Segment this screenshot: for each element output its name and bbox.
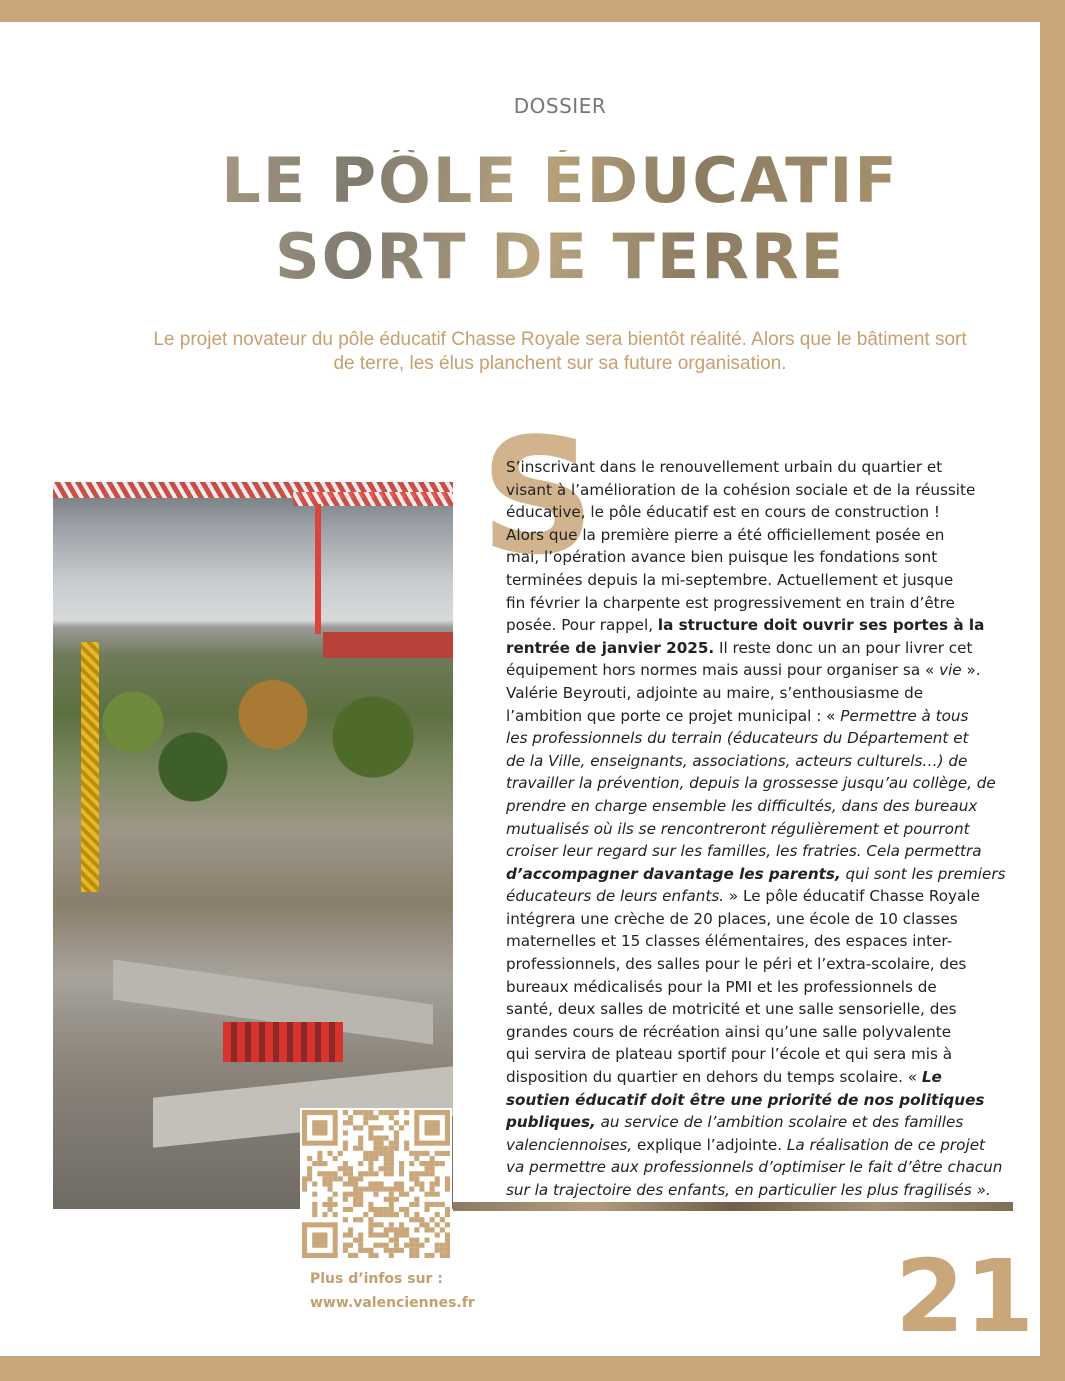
body-line [506,637,996,660]
body-text-run: » Le pôle éducatif Chasse Royale [724,887,980,906]
body-bold-italic-run: soutien éducatif doit être une priorité de nos politiques [506,1090,985,1109]
more-info-link[interactable]: www.valenciennes.fr [310,1295,475,1311]
page [0,22,1040,1356]
body-line: professionnels, des salles pour le péri et l’extra-scolaire, des [506,955,967,974]
body-line [506,614,996,637]
body-bold-run: la structure doit ouvrir ses portes à la [657,616,985,635]
body-line: Alors que la première pierre a été officiellement posée en [506,525,945,544]
body-text-run: ». [961,661,981,680]
qr-code[interactable] [300,1108,452,1260]
body-italic-run: vie [939,661,962,680]
body-line: bureaux médicalisés pour la PMI et les professionnels de [506,977,937,996]
body-bold-italic-run: publiques, [506,1113,596,1132]
body-line: santé, deux salles de motricité et une salle sensorielle, des [506,1000,957,1019]
headline-line-2: SORT DE TERRE [0,226,1040,288]
body-line [506,750,996,773]
body-bold-italic-run: d’accompagner davantage les parents, [506,864,841,883]
body-line: qui servira de plateau sportif pour l’école et qui sera mis à [506,1045,953,1064]
intro-paragraph: Le projet novateur du pôle éducatif Chasse Royale sera bientôt réalité. Alors que le bâtiment sort de terre, les élus planchent sur sa future organisation. [153,329,967,374]
body-italic-run: de la Ville, enseignants, associations, acteurs culturels…) de [506,751,968,770]
body-line: Valérie Beyrouti, adjointe au maire, s’enthousiasme de [506,683,924,702]
body-line: visant à l’amélioration de la cohésion sociale et de la réussite [506,480,976,499]
body-line: éducative, le pôle éducatif est en cours de construction ! [506,503,941,522]
body-line: terminées depuis la mi-septembre. Actuellement et jusque [506,570,954,589]
body-bold-italic-run: Le [921,1068,942,1087]
body-line [506,1156,1003,1179]
photo-crane-mast [315,504,321,634]
body-italic-run: valenciennoises, [506,1135,633,1154]
body-line [506,1179,996,1202]
body-text-run: équipement hors normes mais aussi pour organiser sa « [506,661,940,680]
body-italic-run: éducateurs de leurs enfants. [506,887,725,906]
body-line [506,885,996,908]
more-info-label: Plus d’infos sur : [310,1271,443,1287]
body-line [506,1089,996,1112]
body-line [506,1134,996,1157]
body-line: mai, l’opération avance bien puisque les fondations sont [506,548,938,567]
photo-trees [53,662,453,812]
page-number: 21 [895,1238,1035,1355]
photo-strip [453,1202,1013,1211]
body-italic-run: croiser leur regard sur les familles, les fratries. Cela permettra [506,842,982,861]
body-italic-run: La réalisation de ce projet [786,1135,985,1154]
body-text-run: posée. Pour rappel, [506,616,658,635]
body-text-run: Il reste donc un an pour livrer cet [714,638,973,657]
photo-scaffolding [223,1022,343,1062]
body-line: grandes cours de récréation ainsi qu’une salle polyvalente [506,1022,952,1041]
body-italic-run: travailler la prévention, depuis la grossesse jusqu’au collège, de [506,774,996,793]
body-line: intégrera une crèche de 20 places, une école de 10 classes [506,909,958,928]
body-bold-run: rentrée de janvier 2025. [506,638,715,657]
body-text-run: explique l’adjointe. [632,1135,787,1154]
body-line: fin février la charpente est progressivement en train d’être [506,593,955,612]
body-italic-run: mutualisés où ils se rencontreront régulièrement et pourront [506,819,970,838]
body-text-run: disposition du quartier en dehors du temps scolaire. « [506,1068,922,1087]
body-line [506,659,996,682]
body-line [506,1111,996,1134]
more-info [310,1267,475,1315]
headline-line-1: LE PÔLE ÉDUCATIF [0,150,1040,212]
drop-cap: S [480,403,596,590]
body-line: S’inscrivant dans le renouvellement urbain du quartier et [506,458,943,476]
body-italic-run: prendre en charge ensemble les difficultés, dans des bureaux [506,796,978,815]
body-italic-run: va permettre aux professionnels d’optimiser le fait d’être chacun [506,1158,1003,1177]
body-line [506,705,996,728]
body-line [506,795,996,818]
body-italic-run: qui sont les premiers [840,864,1006,883]
qr-code-icon [302,1110,450,1258]
section-kicker: DOSSIER [513,94,607,118]
body-line [506,863,1006,886]
photo-yellow-crane [81,642,99,892]
construction-site-photo [53,482,453,1209]
body-text-run: l’ambition que porte ce projet municipal : « [506,706,841,725]
body-italic-run: au service de l’ambition scolaire et des familles [595,1113,964,1132]
body-line [506,772,996,795]
body-line [506,1066,996,1089]
body-italic-run: sur la trajectoire des enfants, en particulier les plus fragilisés ». [506,1181,991,1199]
photo-building-roof [323,632,453,658]
body-line: maternelles et 15 classes élémentaires, des espaces inter- [506,932,953,951]
body-italic-run: Permettre à tous [840,706,969,725]
body-italic-run: les professionnels du terrain (éducateurs du Département et [506,729,969,748]
body-line [506,840,996,863]
body-line [506,818,996,841]
article-body [506,456,1006,1202]
body-line [506,727,996,750]
